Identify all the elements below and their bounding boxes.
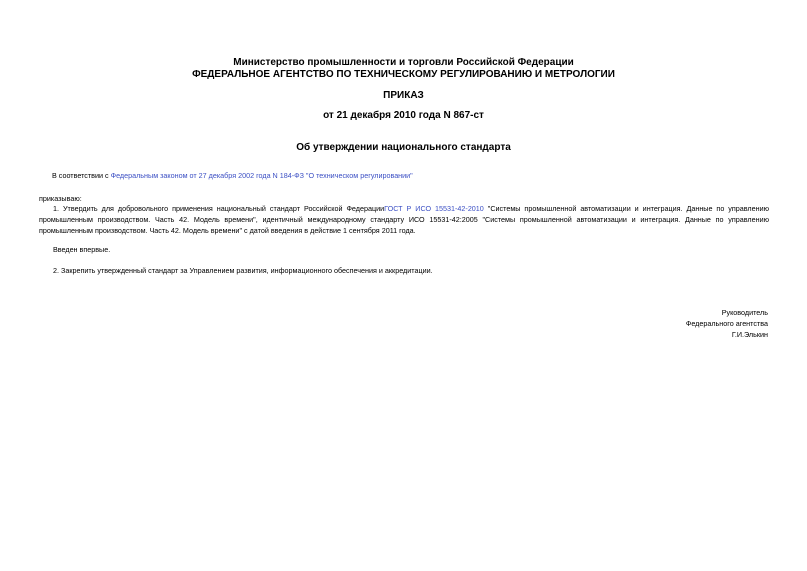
- ministry-title: Министерство промышленности и торговли Российской Федерации: [233, 57, 574, 68]
- intro-paragraph: [52, 170, 772, 181]
- order-word: приказываю:: [39, 194, 82, 203]
- doc-date-number: от 21 декабря 2010 года N 867-ст: [323, 110, 484, 121]
- item-2-paragraph: 2. Закрепить утвержденный стандарт за Управлением развития, информационного обеспечения и аккредитации.: [53, 266, 433, 275]
- item-1-paragraph: [39, 203, 769, 236]
- doc-type-title: ПРИКАЗ: [383, 90, 424, 101]
- agency-title: ФЕДЕРАЛЬНОЕ АГЕНТСТВО ПО ТЕХНИЧЕСКОМУ РЕГУЛИРОВАНИЮ И МЕТРОЛОГИИ: [192, 69, 615, 80]
- signature-position: Руководитель: [721, 308, 768, 317]
- signature-agency: Федерального агентства: [685, 319, 768, 328]
- doc-subject: Об утверждении национального стандарта: [296, 142, 511, 153]
- item-1-rest: "Системы промышленной автоматизации и интеграция. Данные по управлению промышленным производством. Часть 42. Модель времени", идентичный международному стандарту ИСО 15531-42:2005 "Системы промышленной автоматизации и интеграция. Данные по управлению промышленным производством. Часть 42. Модель времени" с датой введения в действие 1 сентября 2011 года.: [39, 204, 769, 235]
- gost-standard-link[interactable]: ГОСТ Р ИСО 15531-42-2010: [384, 204, 484, 213]
- intro-prefix: В соответствии с: [52, 171, 111, 180]
- federal-law-link[interactable]: Федеральным законом от 27 декабря 2002 года N 184-ФЗ "О техническом регулировании": [110, 171, 413, 180]
- item-1-prefix: 1. Утвердить для добровольного применения национальный стандарт Российской Федерации: [53, 204, 385, 213]
- introduced-note: Введен впервые.: [53, 245, 111, 254]
- signature-name: Г.И.Элькин: [731, 330, 768, 339]
